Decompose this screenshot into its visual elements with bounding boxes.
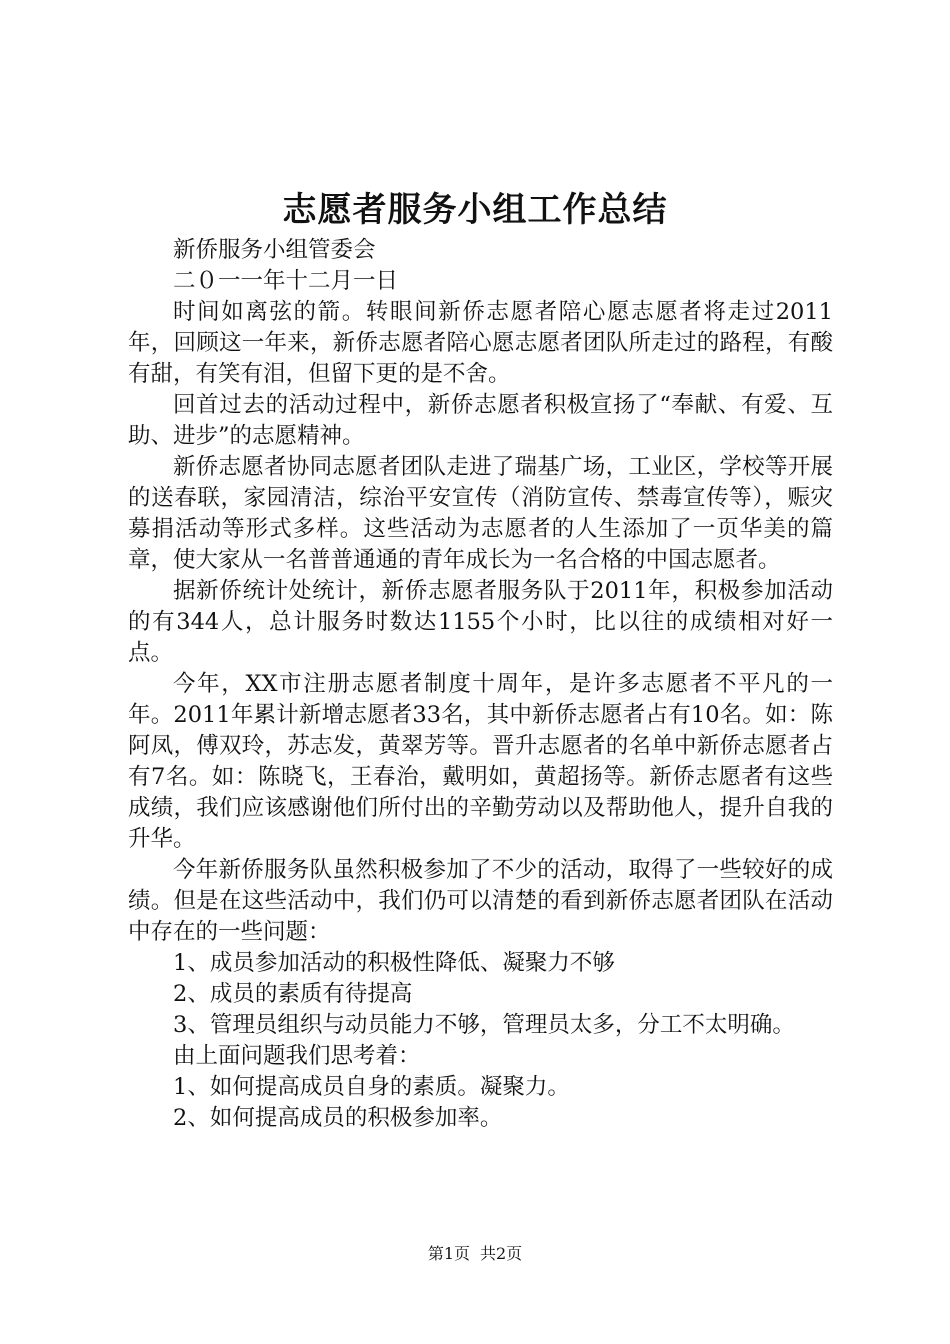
body-paragraph: 今年，XX市注册志愿者制度十周年，是许多志愿者不平凡的一年。2011年累计新增志愿者33名，其中新侨志愿者占有10名。如：陈阿凤，傅双玲，苏志发，黄翠芳等。晋升志愿者的名单中新侨志愿者占有7名。如：陈晓飞，王春治，戴明如，黄超扬等。新侨志愿者有这些成绩，我们应该感谢他们所付出的辛勤劳动以及帮助他人，提升自我的升华。 xyxy=(128,671,833,852)
problem-item: 3、管理员组织与动员能力不够，管理员太多，分工不太明确。 xyxy=(173,1012,795,1038)
page-number-total: 共2页 xyxy=(480,1244,523,1263)
question-item: 2、如何提高成员的积极参加率。 xyxy=(173,1105,503,1131)
document-title: 志愿者服务小组工作总结 xyxy=(282,190,668,230)
body-paragraph: 由上面问题我们思考着： xyxy=(173,1043,421,1069)
body-paragraph: 今年新侨服务队虽然积极参加了不少的活动，取得了一些较好的成绩。但是在这些活动中，我们仍可以清楚的看到新侨志愿者团队在活动中存在的一些问题： xyxy=(128,857,833,945)
page-number-current: 第1页 xyxy=(427,1244,470,1263)
page-footer xyxy=(0,1242,950,1266)
author-line: 新侨服务小组管委会 xyxy=(173,237,376,263)
body-paragraph: 时间如离弦的箭。转眼间新侨志愿者陪心愿志愿者将走过2011年，回顾这一年来，新侨志愿者陪心愿志愿者团队所走过的路程，有酸有甜，有笑有泪，但留下更的是不舍。 xyxy=(128,299,833,387)
body-paragraph: 据新侨统计处统计，新侨志愿者服务队于2011年，积极参加活动的有344人，总计服务时数达1155个小时，比以往的成绩相对好一点。 xyxy=(128,578,833,666)
document-body xyxy=(128,235,833,1134)
problem-item: 2、成员的素质有待提高 xyxy=(173,981,413,1007)
problem-item: 1、成员参加活动的积极性降低、凝聚力不够 xyxy=(173,950,615,976)
date-line: 二０一一年十二月一日 xyxy=(173,268,399,294)
body-paragraph: 回首过去的活动过程中，新侨志愿者积极宣扬了“奉献、有爱、互助、进步”的志愿精神。 xyxy=(128,392,833,449)
body-paragraph: 新侨志愿者协同志愿者团队走进了瑞基广场，工业区，学校等开展的送春联，家园清洁，综治平安宣传（消防宣传、禁毒宣传等），赈灾募捐活动等形式多样。这些活动为志愿者的人生添加了一页华美的篇章，使大家从一名普普通通的青年成长为一名合格的中国志愿者。 xyxy=(128,454,833,573)
question-item: 1、如何提高成员自身的素质。凝聚力。 xyxy=(173,1074,570,1100)
